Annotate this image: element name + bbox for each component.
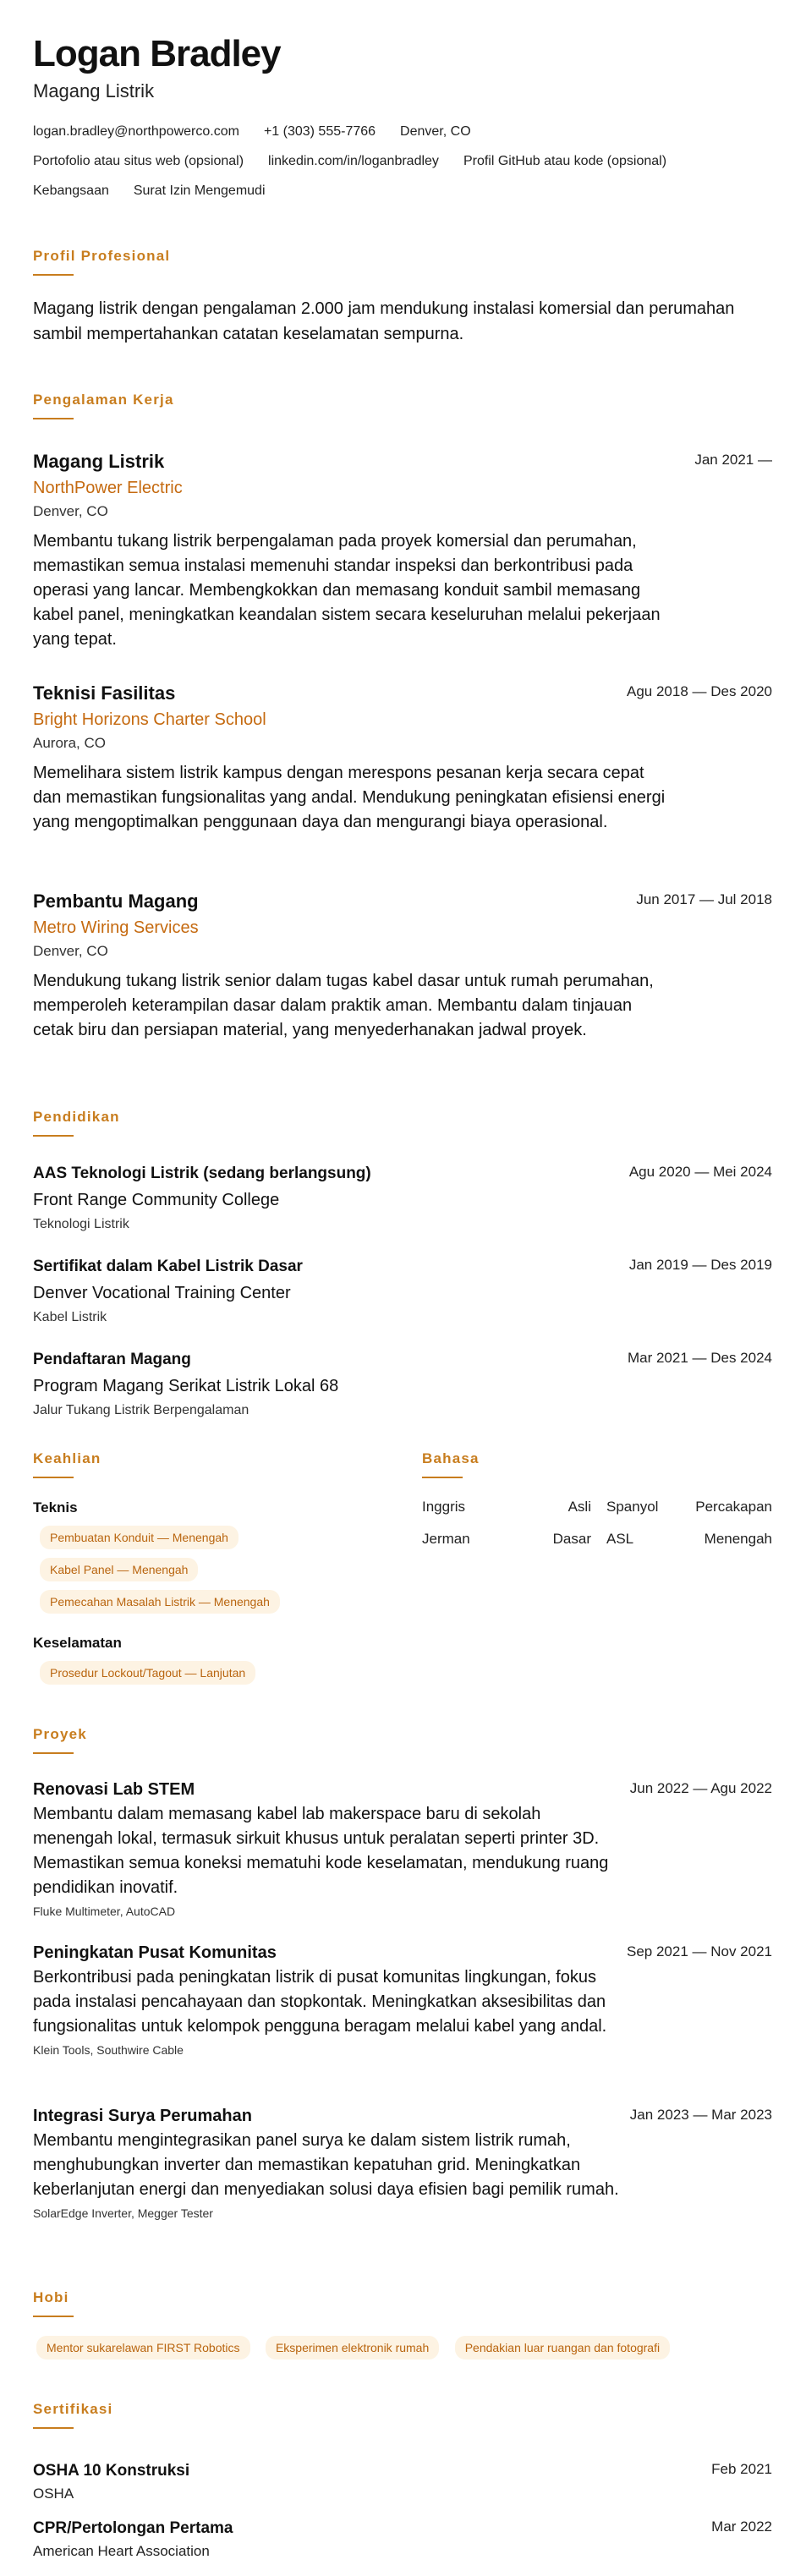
section-title-hobbies: Hobi xyxy=(33,2289,69,2305)
skill-chip: Pembuatan Konduit — Menengah xyxy=(40,1526,239,1549)
section-divider xyxy=(33,418,74,419)
job-title: Pembantu Magang xyxy=(33,891,199,912)
section-title-certifications: Sertifikasi xyxy=(33,2401,113,2417)
job-employer: Metro Wiring Services xyxy=(33,918,199,937)
candidate-title: Magang Listrik xyxy=(33,80,155,101)
field-of-study: Jalur Tukang Listrik Berpengalaman xyxy=(33,1403,249,1417)
experience-entry xyxy=(33,890,772,1043)
skill-chip: Kabel Panel — Menengah xyxy=(40,1558,198,1581)
job-title: Teknisi Fasilitas xyxy=(33,682,176,704)
project-description: Membantu mengintegrasikan panel surya ke dalam sistem listrik rumah, menghubungkan inverter dan memastikan kepatuhan grid. Meningkatkan keberlanjutan energi dan menyediakan solusi daya efisien bagi pemilik rumah. xyxy=(33,2131,619,2199)
project-date: Sep 2021 — Nov 2021 xyxy=(626,1943,772,1959)
experience-entry xyxy=(33,450,772,652)
section-divider xyxy=(33,1135,74,1137)
email-link[interactable]: logan.bradley@northpowerco.com xyxy=(33,124,239,139)
section-title-experience: Pengalaman Kerja xyxy=(33,392,174,408)
hobby-chip: Pendakian luar ruangan dan fotografi xyxy=(455,2336,670,2360)
location-text: Denver, CO xyxy=(400,124,471,139)
nationality-text: Kebangsaan xyxy=(33,184,109,198)
job-location: Denver, CO xyxy=(33,503,108,519)
school-name: Program Magang Serikat Listrik Lokal 68 xyxy=(33,1377,339,1395)
language-level: Asli xyxy=(567,1499,591,1515)
skill-group-safety: Keselamatan xyxy=(33,1635,122,1651)
languages-section xyxy=(422,1450,772,1566)
section-divider xyxy=(422,1477,463,1478)
language-grid xyxy=(422,1499,772,1566)
experience-entry xyxy=(33,682,772,835)
degree-title: Pendaftaran Magang xyxy=(33,1351,191,1368)
license-text: Surat Izin Mengemudi xyxy=(133,184,266,198)
phone-text: +1 (303) 555-7766 xyxy=(263,124,376,139)
section-title-projects: Proyek xyxy=(33,1726,87,1742)
language-name: Inggris xyxy=(422,1499,466,1515)
projects-section xyxy=(33,1725,772,1754)
job-employer: NorthPower Electric xyxy=(33,479,183,497)
project-description: Membantu dalam memasang kabel lab makerspace baru di sekolah menengah lokal, termasuk sirkuit khusus untuk peralatan seperti printer 3D. Memastikan semua koneksi mematuhi kode keselamatan, mendukung ruang pendidikan inovatif. xyxy=(33,1805,609,1897)
field-of-study: Teknologi Listrik xyxy=(33,1217,129,1231)
education-section xyxy=(33,1108,772,1137)
project-entry xyxy=(33,2105,772,2221)
section-title-education: Pendidikan xyxy=(33,1109,120,1125)
github-link[interactable]: Profil GitHub atau kode (opsional) xyxy=(463,154,667,168)
project-date: Jun 2022 — Agu 2022 xyxy=(629,1780,772,1796)
skills-section xyxy=(33,1450,405,1685)
certification-issuer: American Heart Association xyxy=(33,2543,210,2559)
language-level: Dasar xyxy=(552,1531,591,1547)
contact-row xyxy=(33,123,772,140)
section-divider xyxy=(33,1477,74,1478)
profile-section xyxy=(33,247,772,347)
project-title: Integrasi Surya Perumahan xyxy=(33,2107,252,2125)
hobby-chip: Mentor sukarelawan FIRST Robotics xyxy=(36,2336,250,2360)
project-title: Renovasi Lab STEM xyxy=(33,1780,195,1799)
degree-title: Sertifikat dalam Kabel Listrik Dasar xyxy=(33,1258,303,1275)
project-tools: Fluke Multimeter, AutoCAD xyxy=(33,1905,176,1918)
job-date: Jun 2017 — Jul 2018 xyxy=(636,891,772,907)
education-date: Agu 2020 — Mei 2024 xyxy=(628,1164,772,1180)
skill-chip: Prosedur Lockout/Tagout — Lanjutan xyxy=(40,1661,255,1685)
education-entry xyxy=(33,1257,772,1326)
section-title-languages: Bahasa xyxy=(422,1450,480,1466)
section-title-skills: Keahlian xyxy=(33,1450,101,1466)
language-name: ASL xyxy=(606,1531,634,1547)
section-divider xyxy=(33,274,74,276)
job-location: Aurora, CO xyxy=(33,735,106,751)
certification-entry xyxy=(33,2461,772,2503)
hobby-chip: Eksperimen elektronik rumah xyxy=(266,2336,439,2360)
education-entry xyxy=(33,1164,772,1233)
job-description: Memelihara sistem listrik kampus dengan merespons pesanan kerja secara cepat dan memastikan fungsionalitas yang andal. Mendukung peningkatan efisiensi energi yang mengoptimalkan penggunaan daya dan mengurangi biaya operasional. xyxy=(33,764,666,831)
skill-chip-row xyxy=(40,1558,405,1581)
links-row xyxy=(33,153,772,170)
project-entry xyxy=(33,1779,772,1919)
project-tools: Klein Tools, Southwire Cable xyxy=(33,2043,184,2057)
project-tools: SolarEdge Inverter, Megger Tester xyxy=(33,2206,213,2220)
education-date: Mar 2021 — Des 2024 xyxy=(627,1350,772,1366)
linkedin-link[interactable]: linkedin.com/in/loganbradley xyxy=(268,154,439,168)
experience-section xyxy=(33,391,772,419)
section-title-profile: Profil Profesional xyxy=(33,248,171,264)
section-divider xyxy=(33,2427,74,2429)
certification-issuer: OSHA xyxy=(33,2486,74,2502)
personal-row xyxy=(33,183,772,200)
certification-title: OSHA 10 Konstruksi xyxy=(33,2462,190,2480)
hobby-chip-row xyxy=(36,2336,772,2360)
education-date: Jan 2019 — Des 2019 xyxy=(628,1257,772,1273)
certification-entry xyxy=(33,2518,772,2561)
skill-chip: Pemecahan Masalah Listrik — Menengah xyxy=(40,1590,280,1614)
hobbies-section xyxy=(33,2288,772,2360)
degree-title: AAS Teknologi Listrik (sedang berlangsung) xyxy=(33,1165,371,1182)
skill-chip-row xyxy=(40,1590,405,1614)
job-description: Membantu tukang listrik berpengalaman pada proyek komersial dan perumahan, memastikan semua instalasi memenuhi standar inspeksi dan berkontribusi pada operasi yang lancar. Membengkokkan dan memasang konduit sambil memasang kabel panel, meningkatkan keandalan sistem secara keseluruhan melalui pekerjaan yang tepat. xyxy=(33,532,661,649)
skill-group-technical: Teknis xyxy=(33,1499,78,1515)
portfolio-link[interactable]: Portofolio atau situs web (opsional) xyxy=(33,154,244,168)
profile-summary: Magang listrik dengan pengalaman 2.000 jam mendukung instalasi komersial dan perumahan sambil mempertahankan catatan keselamatan sempurna. xyxy=(33,299,735,343)
language-name: Jerman xyxy=(422,1531,470,1547)
project-entry xyxy=(33,1942,772,2058)
job-employer: Bright Horizons Charter School xyxy=(33,710,266,729)
job-title: Magang Listrik xyxy=(33,451,165,472)
project-date: Jan 2023 — Mar 2023 xyxy=(629,2107,772,2123)
school-name: Front Range Community College xyxy=(33,1191,280,1209)
project-description: Berkontribusi pada peningkatan listrik di pusat komunitas lingkungan, fokus pada instalasi pencahayaan dan stopkontak. Meningkatkan aksesibilitas dan fungsionalitas untuk kelompok pengguna beragam melalui kabel yang andal. xyxy=(33,1968,607,2036)
job-date: Agu 2018 — Des 2020 xyxy=(626,683,772,699)
skill-chip-row xyxy=(40,1526,405,1549)
job-date: Jan 2021 — xyxy=(694,452,772,468)
section-divider xyxy=(33,2316,74,2317)
language-level: Menengah xyxy=(704,1531,772,1547)
skills-languages-row xyxy=(33,1450,772,1695)
candidate-name: Logan Bradley xyxy=(33,33,281,74)
certification-title: CPR/Pertolongan Pertama xyxy=(33,2519,233,2537)
project-title: Peningkatan Pusat Komunitas xyxy=(33,1943,277,1962)
certifications-section xyxy=(33,2400,772,2429)
job-location: Denver, CO xyxy=(33,943,108,959)
language-level: Percakapan xyxy=(695,1499,772,1515)
field-of-study: Kabel Listrik xyxy=(33,1310,107,1324)
job-description: Mendukung tukang listrik senior dalam tugas kabel dasar untuk rumah perumahan, memperoleh keterampilan dasar dalam praktik aman. Membantu dalam tinjauan cetak biru dan persiapan material, yang menyederhanakan jadwal proyek. xyxy=(33,972,654,1039)
certification-date: Mar 2022 xyxy=(711,2518,772,2535)
language-name: Spanyol xyxy=(606,1499,659,1515)
skill-chip-row xyxy=(40,1661,405,1685)
section-divider xyxy=(33,1752,74,1754)
school-name: Denver Vocational Training Center xyxy=(33,1284,291,1302)
education-entry xyxy=(33,1350,772,1419)
certification-date: Feb 2021 xyxy=(711,2461,772,2477)
